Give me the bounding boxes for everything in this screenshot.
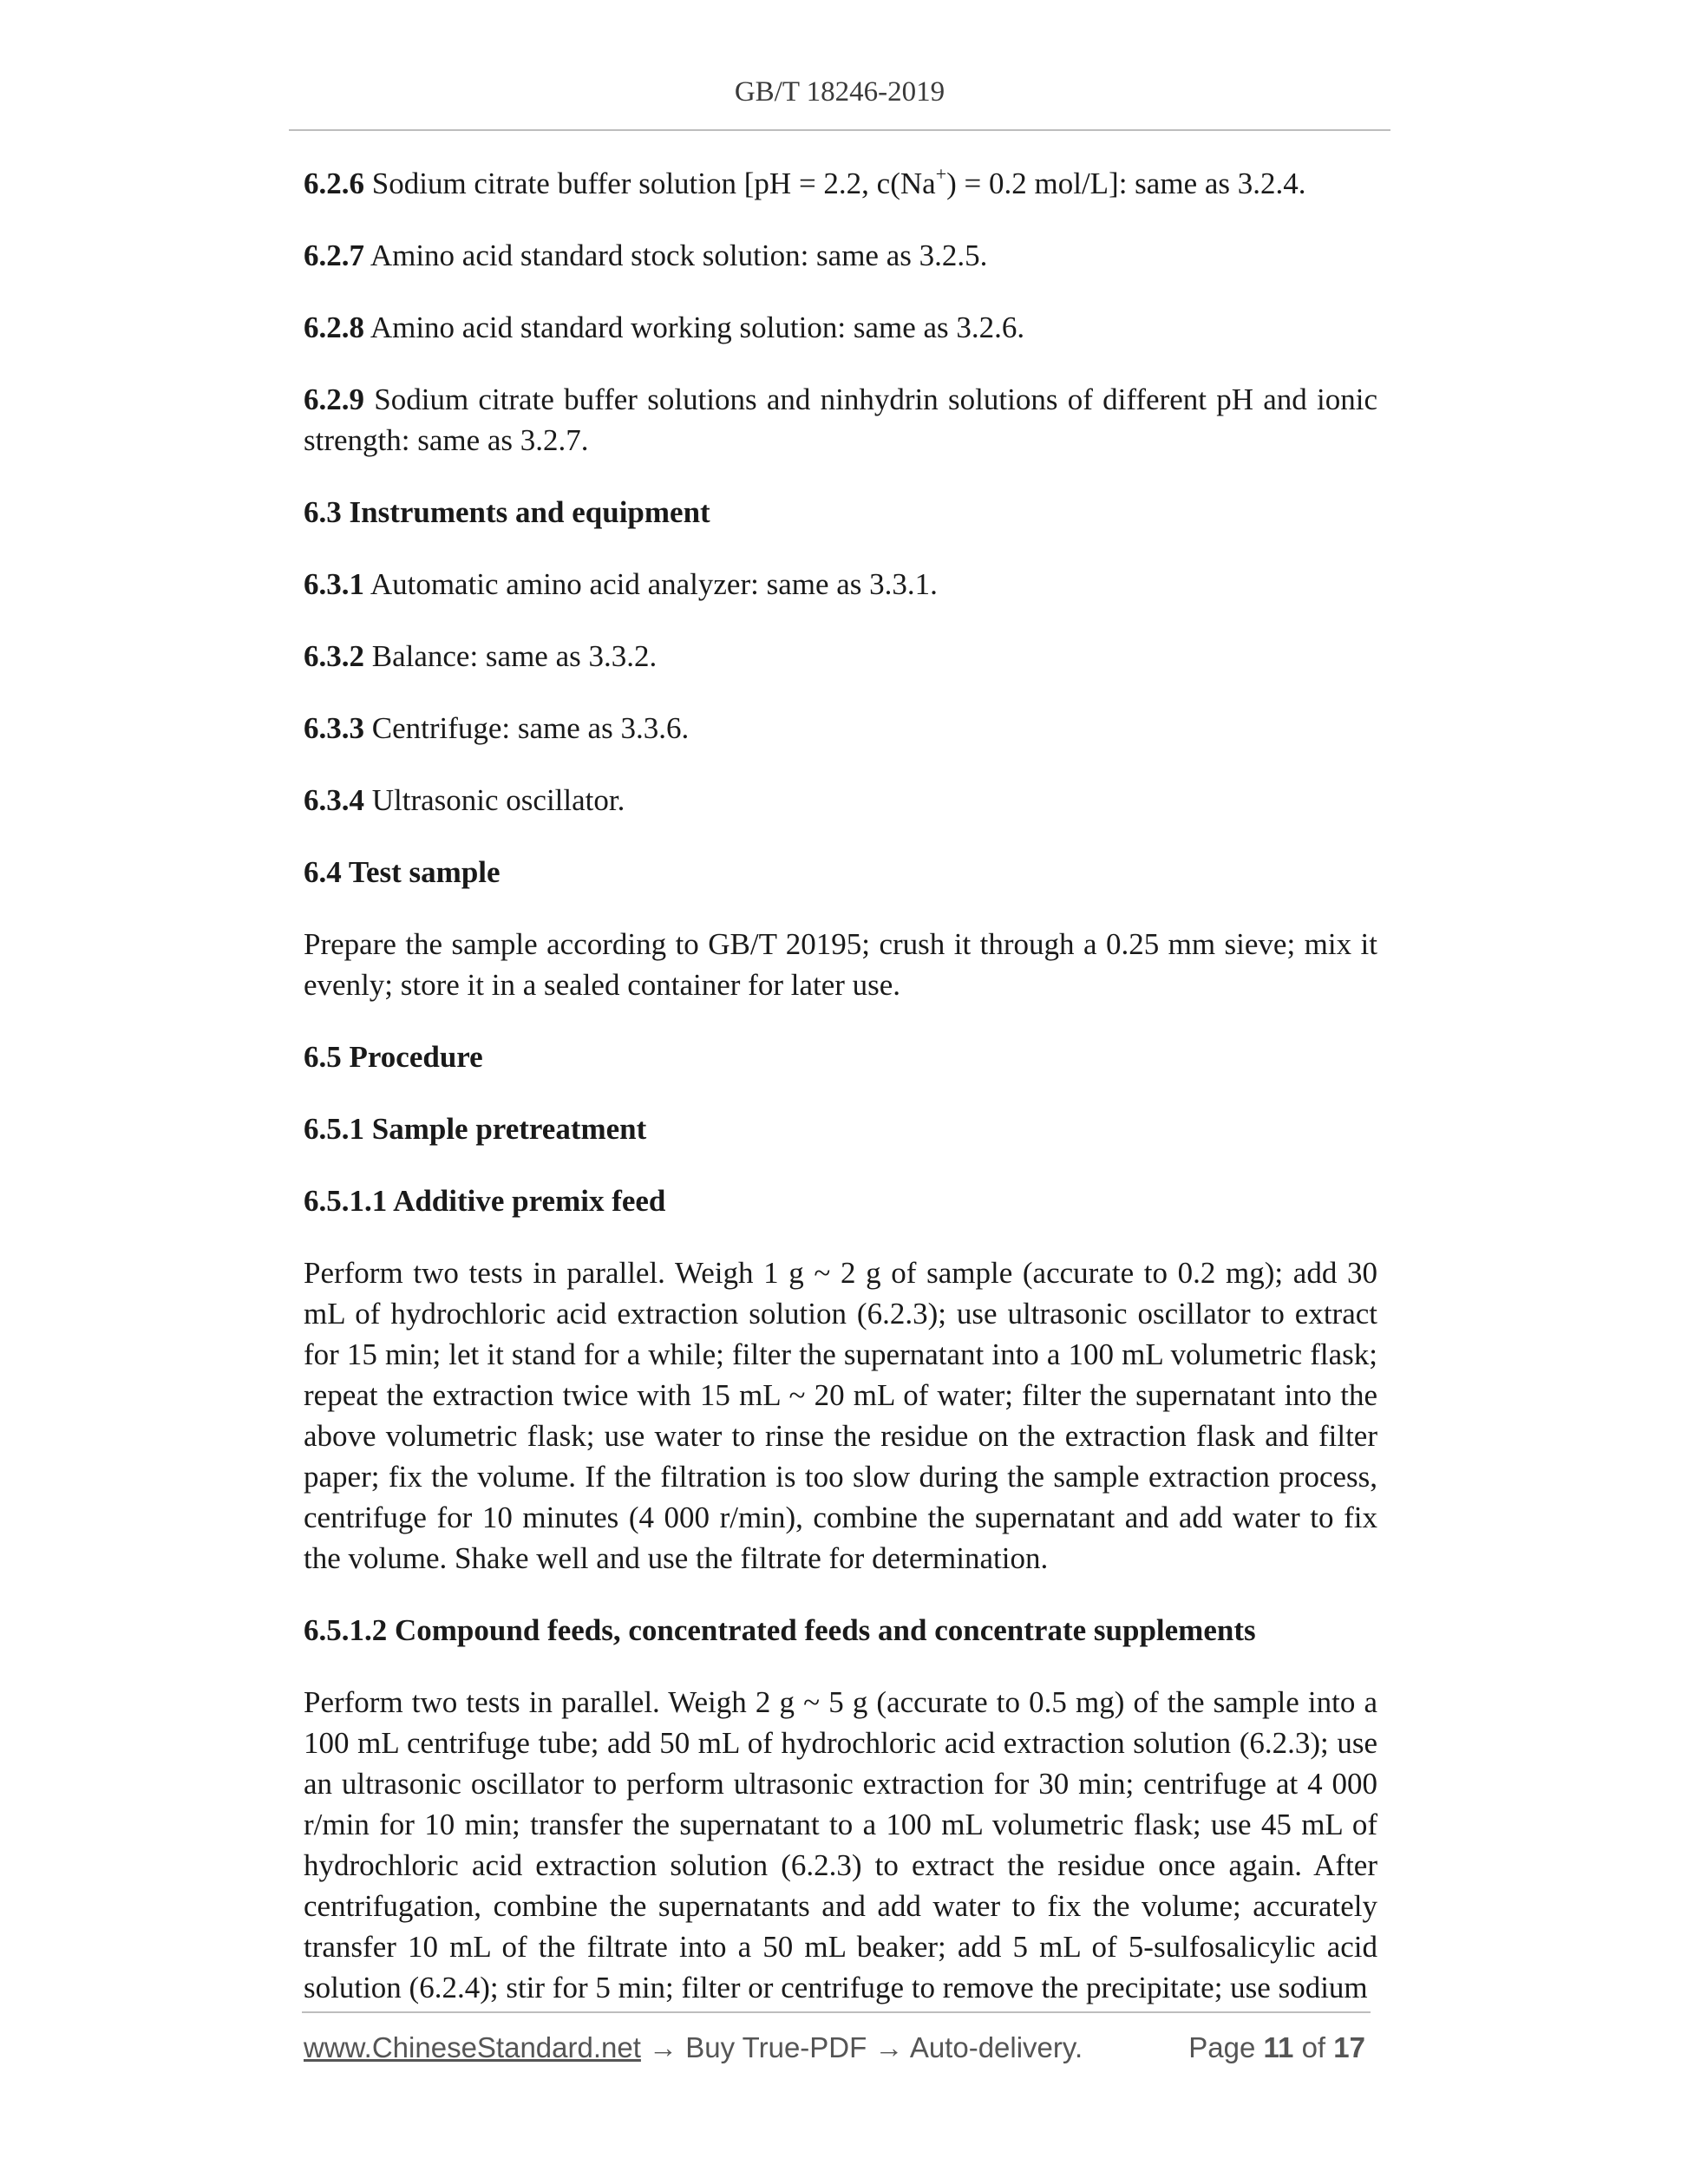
clause-text: Centrifuge: same as 3.3.6. (364, 711, 690, 745)
page-header: GB/T 18246-2019 (734, 76, 945, 108)
clause-6-2-9 (304, 379, 1377, 461)
current-page-number: 11 (1263, 2031, 1294, 2063)
paragraph-6-5-1-1: Perform two tests in parallel. Weigh 1 g ~ 2 g of sample (accurate to 0.2 mg); add 30 mL of hydrochloric acid extraction solution (6.2.3); use ultrasonic oscillator to extract for 15 min; let it stand for a while; filter the supernatant into a 100 mL volumetric flask; repeat the extraction twice with 15 mL ~ 20 mL of water; filter the supernatant into the above volumetric flask; use water to rinse the residue on the extraction flask and filter paper; fix the volume. If the filtration is too slow during the sample extraction process, centrifuge for 10 minutes (4 000 r/min), combine the supernatant and add water to fix the volume. Shake well and use the filtrate for determination. (304, 1256, 1377, 1575)
paragraph-6-4: Prepare the sample according to GB/T 20195; crush it through a 0.25 mm sieve; mix it evenly; store it in a sealed container for later use. (304, 927, 1377, 1002)
footer-divider (302, 2011, 1371, 2013)
header-divider (289, 129, 1390, 131)
clause-number: 6.2.7 (304, 239, 364, 272)
page-label: Page (1188, 2031, 1256, 2063)
superscript-plus: + (935, 163, 947, 186)
clause-6-3-1 (304, 564, 1377, 605)
clause-text: Amino acid standard working solution: same as 3.2.6. (364, 311, 1025, 344)
paragraph-6-5-1-2: Perform two tests in parallel. Weigh 2 g ~ 5 g (accurate to 0.5 mg) of the sample into a 100 mL centrifuge tube; add 50 mL of hydrochloric acid extraction solution (6.2.3); use an ultrasonic oscillator to perform ultrasonic extraction for 30 min; centrifuge at 4 000 r/min for 10 min; transfer the supernatant to a 100 mL volumetric flask; use 45 mL of hydrochloric acid extraction solution (6.2.3) to extract the residue once again. After centrifugation, combine the supernatants and add water to fix the volume; accurately transfer 10 mL of the filtrate into a 50 mL beaker; add 5 mL of 5-sulfosalicylic acid solution (6.2.4); stir for 5 min; filter or centrifuge to remove the precipitate; use sodium (304, 1685, 1377, 2004)
clause-6-3-4 (304, 780, 1377, 821)
footer-promo (304, 2031, 1083, 2064)
heading-6-5-1-2: 6.5.1.2 Compound feeds, concentrated feeds and concentrate supplements (304, 1613, 1256, 1647)
clause-number: 6.3.2 (304, 639, 364, 673)
clause-number: 6.2.9 (304, 383, 364, 416)
promo-text: → Buy True-PDF → Auto-delivery. (640, 2031, 1083, 2063)
clause-number: 6.3.3 (304, 711, 364, 745)
page-footer (304, 2031, 1371, 2071)
of-label: of (1301, 2031, 1326, 2063)
page-indicator (1188, 2031, 1365, 2064)
clause-text: Amino acid standard stock solution: same as 3.2.5. (364, 239, 988, 272)
heading-6-5-1: 6.5.1 Sample pretreatment (304, 1112, 647, 1146)
heading-6-5: 6.5 Procedure (304, 1040, 483, 1074)
clause-text: Sodium citrate buffer solution [pH = 2.2, c(Na (364, 167, 936, 200)
heading-6-5-1-1: 6.5.1.1 Additive premix feed (304, 1184, 666, 1218)
clause-text: Automatic amino acid analyzer: same as 3.3.1. (364, 567, 938, 601)
website-link[interactable]: www.ChineseStandard.net (304, 2031, 641, 2063)
clause-text: Balance: same as 3.3.2. (364, 639, 658, 673)
clause-text: Ultrasonic oscillator. (364, 783, 625, 817)
heading-6-4: 6.4 Test sample (304, 855, 501, 889)
clause-6-3-3 (304, 708, 1377, 749)
clause-6-2-6 (304, 163, 1377, 204)
clause-number: 6.2.8 (304, 311, 364, 344)
document-body (304, 163, 1377, 2008)
clause-text-end: ) = 0.2 mol/L]: same as 3.2.4. (946, 167, 1306, 200)
heading-6-3: 6.3 Instruments and equipment (304, 495, 710, 529)
clause-number: 6.3.4 (304, 783, 364, 817)
clause-6-2-7 (304, 235, 1377, 276)
clause-number: 6.3.1 (304, 567, 364, 601)
total-pages-number: 17 (1333, 2031, 1365, 2063)
clause-6-3-2 (304, 636, 1377, 677)
clause-text: Sodium citrate buffer solutions and ninhydrin solutions of different pH and ionic strength: same as 3.2.7. (304, 383, 1377, 457)
clause-6-2-8 (304, 307, 1377, 348)
clause-number: 6.2.6 (304, 167, 364, 200)
